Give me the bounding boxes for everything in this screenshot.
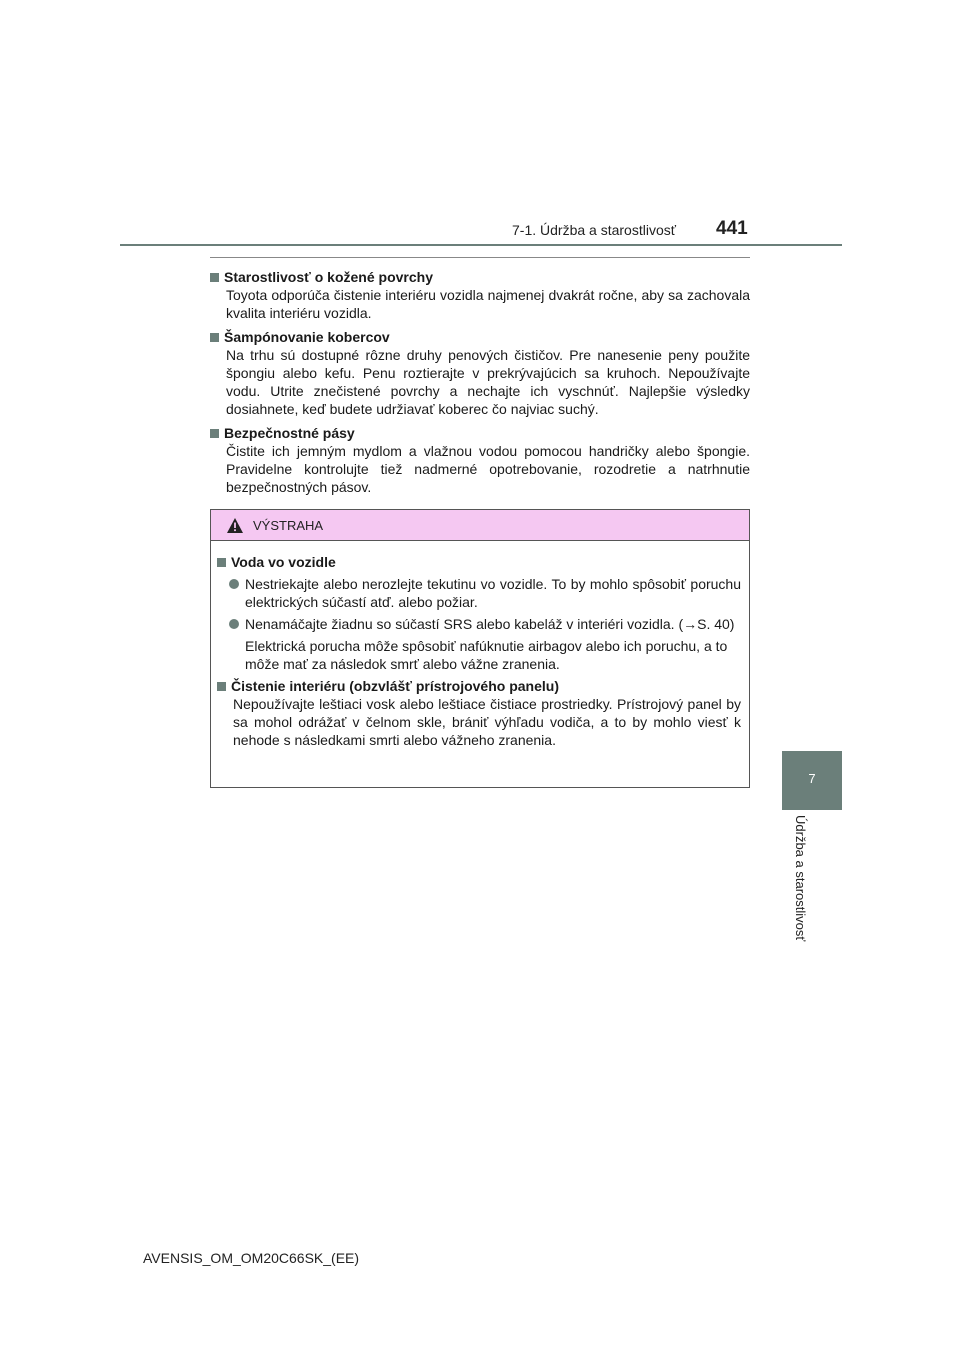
section-text: Čistite ich jemným mydlom a vlažnou vodou pomocou handričky alebo špongie. Pravidelne kontrolujte tiež nadmerné opotrebovanie, rozodretie a natrhnutie bezpečnostných pásov.	[226, 443, 750, 495]
warning-bullet-text: Nenamáčajte žiadnu so súčastí SRS alebo kabeláž v interiéri vozidla. (→S. 40)	[245, 616, 735, 632]
header-divider	[120, 244, 842, 246]
warning-header	[211, 510, 749, 541]
section-seatbelts	[210, 424, 750, 496]
section-leather	[210, 268, 750, 322]
section-heading	[210, 424, 750, 442]
warning-item-heading	[217, 553, 741, 571]
chapter-tab	[782, 751, 842, 810]
warning-sub-text: Elektrická porucha môže spôsobiť nafúknutie airbagov alebo ich poruchu, a to môže mať za následok smrť alebo vážne zranenia.	[245, 638, 728, 672]
square-bullet-icon	[210, 273, 219, 282]
circle-bullet-icon	[229, 579, 239, 589]
warning-box	[210, 509, 750, 788]
section-heading	[210, 268, 750, 286]
section-carpet	[210, 328, 750, 418]
warning-body	[211, 541, 749, 749]
warning-item-title: Voda vo vozidle	[231, 554, 336, 570]
warning-bullet	[229, 575, 741, 611]
section-title: Šampónovanie kobercov	[224, 329, 390, 345]
section-title: 7-1. Údržba a starostlivosť	[512, 222, 676, 238]
section-title: Starostlivosť o kožené povrchy	[224, 269, 433, 285]
square-bullet-icon	[217, 682, 226, 691]
section-text: Toyota odporúča čistenie interiéru vozidla najmenej dvakrát ročne, aby sa zachovala kvalita interiéru vozidla.	[226, 287, 750, 321]
circle-bullet-icon	[229, 619, 239, 629]
warning-title: VÝSTRAHA	[253, 517, 324, 533]
square-bullet-icon	[210, 429, 219, 438]
warning-triangle-icon	[227, 518, 243, 533]
warning-bullet	[229, 615, 741, 633]
document-code: AVENSIS_OM_OM20C66SK_(EE)	[143, 1250, 360, 1266]
section-heading	[210, 328, 750, 346]
chapter-label: Údržba a starostlivosť	[793, 815, 808, 942]
square-bullet-icon	[217, 558, 226, 567]
square-bullet-icon	[210, 333, 219, 342]
content-divider	[210, 257, 750, 258]
page-number: 441	[716, 218, 748, 239]
warning-item-title: Čistenie interiéru (obzvlášť prístrojového panelu)	[231, 678, 559, 694]
chapter-number: 7	[808, 771, 816, 786]
section-text: Na trhu sú dostupné rôzne druhy penových čističov. Pre nanesenie peny použite špongiu alebo kefu. Penu roztierajte v prekrývajúcich sa kruhoch. Nepoužívajte vodu. Utrite znečistené povrchy a nechajte ich vyschnúť. Najlepšie výsledky dosiahnete, keď budete udržiavať koberec čo najviac suchý.	[226, 347, 750, 417]
warning-bullet-text: Nestriekajte alebo nerozlejte tekutinu vo vozidle. To by mohlo spôsobiť poruchu elektrických súčastí atď. alebo požiar.	[245, 576, 741, 610]
warning-item-heading	[217, 677, 741, 695]
warning-item-text: Nepoužívajte leštiaci vosk alebo leštiace čistiace prostriedky. Prístrojový panel by sa mohol odrážať v čelnom skle, brániť výhľadu vodiča, a to by mohlo viesť k nehode s následkami smrti alebo vážneho zranenia.	[233, 696, 741, 748]
main-content	[210, 257, 750, 502]
section-title: Bezpečnostné pásy	[224, 425, 355, 441]
